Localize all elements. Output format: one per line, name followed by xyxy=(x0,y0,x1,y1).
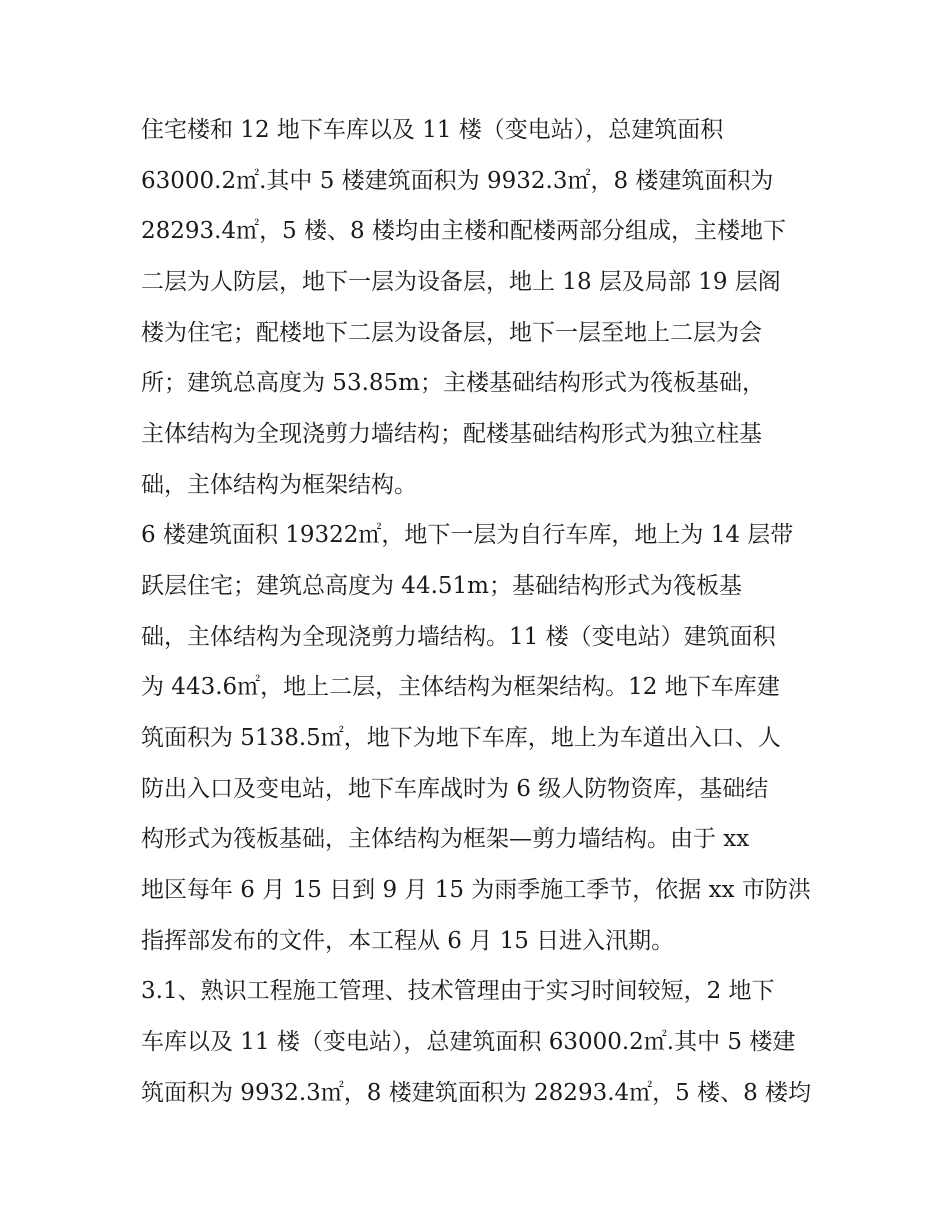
text-line: 础，主体结构为框架结构。 xyxy=(141,472,417,498)
text-line: 6 楼建筑面积 19322㎡，地下一层为自行车库，地上为 14 层带 xyxy=(141,522,794,548)
text-line: 指挥部发布的文件，本工程从 6 月 15 日进入汛期。 xyxy=(141,928,675,954)
text-line: 楼为住宅；配楼地下二层为设备层，地下一层至地上二层为会 xyxy=(141,320,762,346)
text-line: 础，主体结构为全现浇剪力墙结构。11 楼（变电站）建筑面积 xyxy=(141,624,776,650)
text-line: 构形式为筏板基础，主体结构为框架—剪力墙结构。由于 xx xyxy=(141,826,750,852)
text-line: 3.1、熟识工程施工管理、技术管理由于实习时间较短，2 地下 xyxy=(141,978,775,1004)
text-line: 地区每年 6 月 15 日到 9 月 15 为雨季施工季节，依据 xx 市防洪 xyxy=(141,877,811,903)
text-line: 主体结构为全现浇剪力墙结构；配楼基础结构形式为独立柱基 xyxy=(141,421,762,447)
text-line: 为 443.6㎡，地上二层，主体结构为框架结构。12 地下车库建 xyxy=(141,674,780,700)
text-line: 63000.2㎡.其中 5 楼建筑面积为 9932.3㎡，8 楼建筑面积为 xyxy=(141,168,774,194)
text-line: 防出入口及变电站，地下车库战时为 6 级人防物资库，基础结 xyxy=(141,776,769,802)
text-line: 跃层住宅；建筑总高度为 44.51m；基础结构形式为筏板基 xyxy=(141,573,742,599)
text-line: 筑面积为 5138.5㎡，地下为地下车库，地上为车道出入口、人 xyxy=(141,725,781,751)
text-line: 筑面积为 9932.3㎡，8 楼建筑面积为 28293.4㎡，5 楼、8 楼均 xyxy=(141,1080,812,1106)
text-line: 28293.4㎡，5 楼、8 楼均由主楼和配楼两部分组成，主楼地下 xyxy=(141,218,786,244)
text-line: 二层为人防层，地下一层为设备层，地上 18 层及局部 19 层阁 xyxy=(141,269,781,295)
text-line: 车库以及 11 楼（变电站），总建筑面积 63000.2㎡.其中 5 楼建 xyxy=(141,1029,796,1055)
text-line: 住宅楼和 12 地下车库以及 11 楼（变电站），总建筑面积 xyxy=(141,117,724,143)
text-line: 所；建筑总高度为 53.85m；主楼基础结构形式为筏板基础， xyxy=(141,370,765,396)
